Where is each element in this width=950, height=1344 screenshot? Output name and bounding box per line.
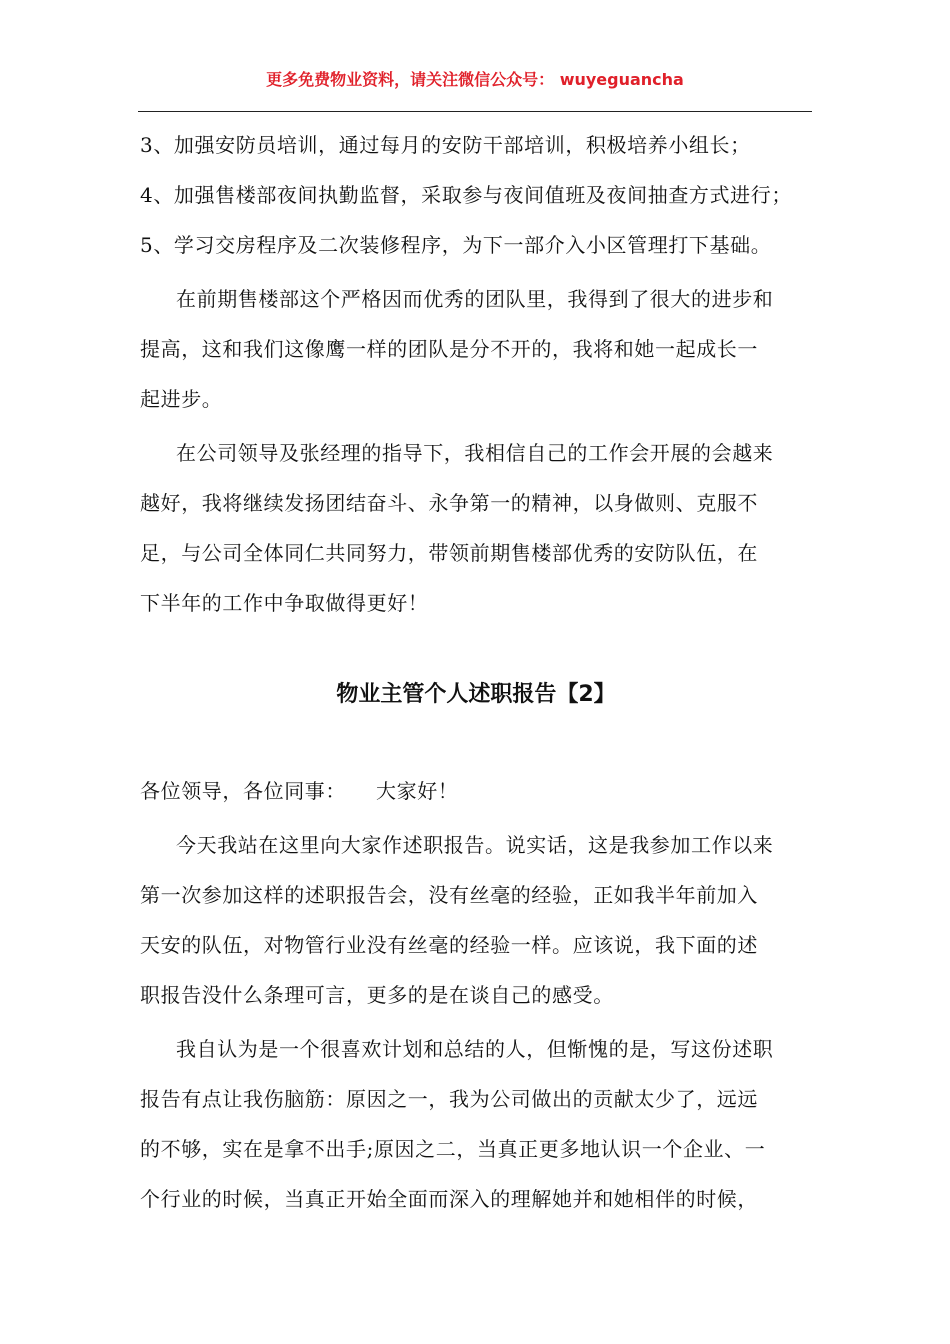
list-item-5: 5、学习交房程序及二次装修程序，为下一部介入小区管理打下基础。 xyxy=(140,233,772,257)
paragraph-line: 足，与公司全体同仁共同努力，带领前期售楼部优秀的安防队伍，在 xyxy=(140,541,758,565)
paragraph-self-reflection xyxy=(140,1024,812,1224)
header-divider xyxy=(138,111,812,112)
paragraph-line: 下半年的工作中争取做得更好！ xyxy=(140,591,429,615)
paragraph-line: 在前期售楼部这个严格因而优秀的团队里，我得到了很大的进步和 xyxy=(176,287,774,311)
paragraph-line: 今天我站在这里向大家作述职报告。说实话，这是我参加工作以来 xyxy=(176,833,774,857)
paragraph-line: 职报告没什么条理可言，更多的是在谈自己的感受。 xyxy=(140,983,614,1007)
greeting-hello: 大家好！ xyxy=(376,779,459,803)
greeting-line xyxy=(140,766,812,816)
paragraph-line: 个行业的时候，当真正开始全面而深入的理解她并和她相伴的时候， xyxy=(140,1187,758,1211)
paragraph-team-progress xyxy=(140,274,812,424)
paragraph-line: 第一次参加这样的述职报告会，没有丝毫的经验，正如我半年前加入 xyxy=(140,883,758,907)
section-title: 物业主管个人述职报告【2】 xyxy=(336,682,616,707)
paragraph-line: 提高，这和我们这像鹰一样的团队是分不开的，我将和她一起成长一 xyxy=(140,337,758,361)
paragraph-introduction xyxy=(140,820,812,1020)
paragraph-line: 在公司领导及张经理的指导下，我相信自己的工作会开展的会越来 xyxy=(176,441,774,465)
greeting-salutation: 各位领导，各位同事： xyxy=(140,779,346,803)
paragraph-line: 我自认为是一个很喜欢计划和总结的人，但惭愧的是，写这份述职 xyxy=(176,1037,774,1061)
page-header-notice: 更多免费物业资料，请关注微信公众号： wuyeguancha xyxy=(266,70,684,89)
paragraph-line: 越好，我将继续发扬团结奋斗、永争第一的精神，以身做则、克服不 xyxy=(140,491,758,515)
document-body xyxy=(140,120,812,1224)
paragraph-line: 天安的队伍，对物管行业没有丝毫的经验一样。应该说，我下面的述 xyxy=(140,933,758,957)
paragraph-line: 报告有点让我伤脑筋：原因之一，我为公司做出的贡献太少了，远远 xyxy=(140,1087,758,1111)
paragraph-future-work xyxy=(140,428,812,628)
paragraph-line: 起进步。 xyxy=(140,387,223,411)
list-item-4: 4、加强售楼部夜间执勤监督，采取参与夜间值班及夜间抽查方式进行； xyxy=(140,183,792,207)
list-item-3: 3、加强安防员培训，通过每月的安防干部培训，积极培养小组长； xyxy=(140,133,751,157)
paragraph-line: 的不够，实在是拿不出手;原因之二，当真正更多地认识一个企业、一 xyxy=(140,1137,766,1161)
